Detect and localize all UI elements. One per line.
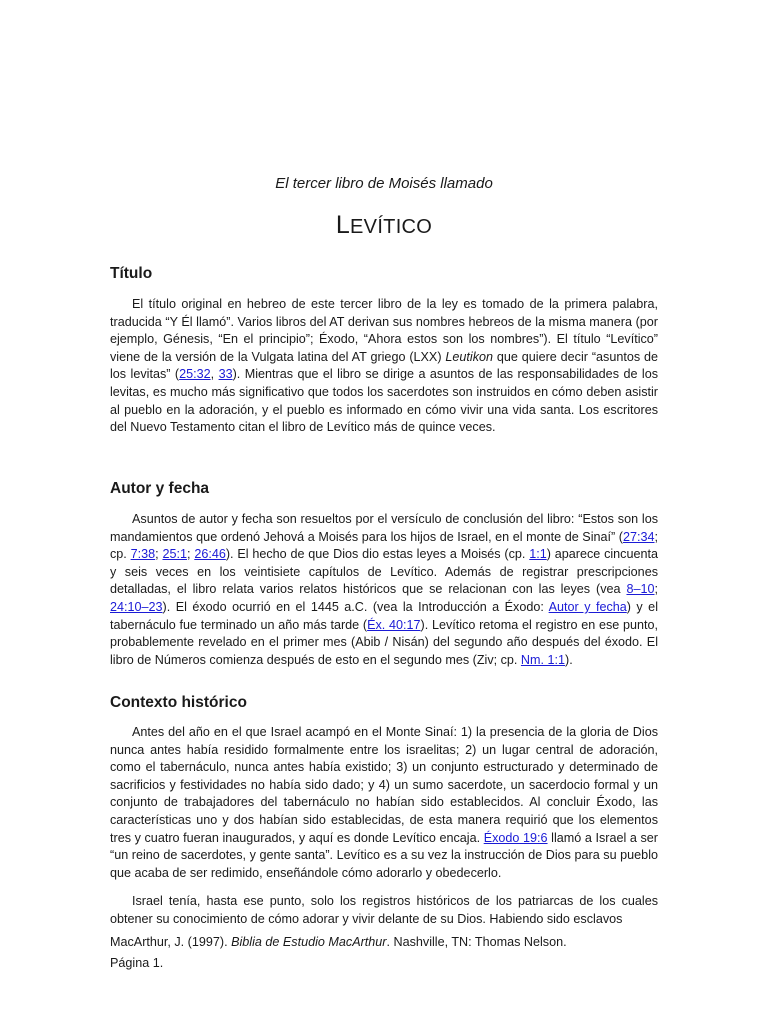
section-heading-contexto: Contexto histórico: [110, 694, 247, 711]
ref-link-33[interactable]: 33: [218, 367, 233, 382]
ref-link-25-32[interactable]: 25:32: [179, 367, 211, 382]
section-heading-titulo: Título: [110, 265, 153, 282]
ref-link-8-10[interactable]: 8–10: [626, 582, 655, 597]
ref-link-7-38[interactable]: 7:38: [130, 547, 156, 562]
ref-link-nm-1-1[interactable]: Nm. 1:1: [520, 652, 566, 667]
ref-link-exodo-19-6[interactable]: Éxodo 19:6: [483, 830, 548, 845]
book-title: [110, 208, 658, 244]
section-heading-autor: Autor y fecha: [110, 480, 210, 497]
title-initial: L: [335, 211, 351, 239]
title-rest: EVÍTICO: [350, 216, 433, 238]
page-number: Página 1.: [110, 956, 164, 970]
ref-link-27-34[interactable]: 27:34: [622, 529, 655, 544]
ref-link-ex-40-17[interactable]: Éx. 40:17: [367, 617, 421, 632]
ref-link-autor-y-fecha[interactable]: Autor y fecha: [548, 599, 627, 614]
paragraph-autor: Asuntos de autor y fecha son resueltos por el versículo de conclusión del libro: “Estos son los mandamientos que ordenó Jehová a Moisés para los hijos de Israel, en el monte de Sinaí” (27:34; cp. 7:38; 25:1; 26:46). El hecho de que Dios dio estas leyes a Moisés (cp. 1:1) aparece cincuenta y seis veces en los veintisiete capítulos de Levítico. Además de registrar prescripciones detalladas, el libro relata varios relatos históricos que se relacionan con las leyes (vea 8–10; 24:10–23). El éxodo ocurrió en el 1445 a.C. (vea la Introducción a Éxodo: Autor y fecha) y el tabernáculo fue terminado un año más tarde (Éx. 40:17). Levítico retoma el registro en ese punto, probablemente revelado en el primer mes (Abib / Nisán) del segundo año después del éxodo. El libro de Números comienza después de esto en el segundo mes (Ziv; cp. Nm. 1:1).: [110, 512, 658, 667]
ref-link-24-10-23[interactable]: 24:10–23: [110, 599, 163, 614]
paragraph-contexto-2: Israel tenía, hasta ese punto, solo los registros históricos de los patriarcas de los cuales obtener su conocimiento de cómo adorar y vivir delante de su Dios. Habiendo sido esclavos: [110, 894, 658, 926]
book-pretitle: El tercer libro de Moisés llamado: [275, 175, 493, 192]
ref-link-1-1[interactable]: 1:1: [529, 547, 547, 562]
paragraph-titulo: El título original en hebreo de este tercer libro de la ley es tomado de la primera palabra, traducida “Y Él llamó”. Varios libros del AT derivan sus nombres hebreos de la misma manera (por ejemplo, Génesis, “En el principio”; Éxodo, “Ahora estos son los nombres”). El título “Levítico” viene de la versión de la Vulgata latina del AT griego (LXX) Leutikon que quiere decir “asuntos de los levitas” (25:32, 33). Mientras que el libro se dirige a asuntos de las responsabilidades de los levitas, es mucho más significativo que todos los sacerdotes son instruidos en cómo deben asistir al pueblo en la adoración, y el pueblo es informado en cómo vivir una vida santa. Los escritores del Nuevo Testamento citan el libro de Levítico más de quince veces.: [110, 297, 659, 435]
footer-citation: MacArthur, J. (1997). Biblia de Estudio MacArthur. Nashville, TN: Thomas Nelson.: [110, 935, 567, 949]
paragraph-contexto-1: Antes del año en el que Israel acampó en el Monte Sinaí: 1) la presencia de la gloria de Dios nunca antes había residido formalmente entre los israelitas; 2) un lugar central de adoración, como el tabernáculo, nunca antes había existido; 3) un conjunto estructurado y determinado de sacrificios y festividades no había sido dado; y 4) un sumo sacerdote, un sacerdocio formal y un conjunto de trabajadores del tabernáculo no habían sido establecidos. Al concluir Éxodo, las características uno y dos habían sido establecidas, de esta manera requirió que los elementos tres y cuatro fueran inaugurados, y aquí es donde Levítico encaja. Éxodo 19:6 llamó a Israel a ser “un reino de sacerdotes, y gente santa”. Levítico es a su vez la instrucción de Dios para su pueblo que acaba de ser redimido, enseñándole cómo adorarlo y obedecerlo.: [110, 725, 659, 880]
ref-link-25-1[interactable]: 25:1: [162, 547, 187, 562]
ref-link-26-46[interactable]: 26:46: [194, 547, 226, 562]
